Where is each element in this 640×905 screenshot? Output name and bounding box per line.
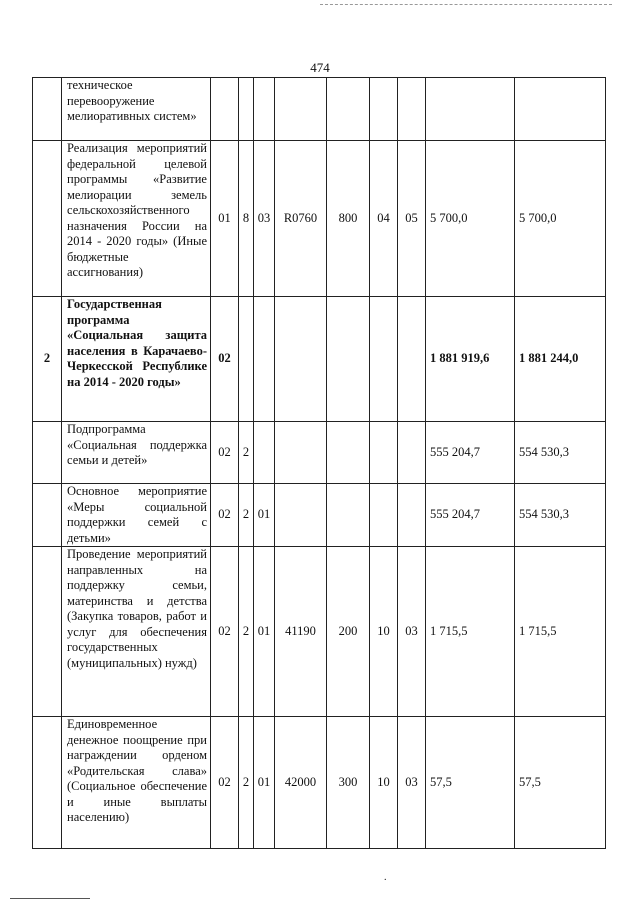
code-cell <box>327 422 370 484</box>
scan-dot: . <box>384 872 387 883</box>
code-cell: 800 <box>327 141 370 297</box>
amount-cell: 555 204,7 <box>426 484 515 547</box>
amount-cell: 1 715,5 <box>426 547 515 717</box>
code-cell <box>275 78 327 141</box>
code-cell <box>239 297 254 422</box>
page-number: 474 <box>310 60 330 75</box>
code-cell: 01 <box>211 141 239 297</box>
table-row <box>33 297 606 422</box>
code-cell: 02 <box>211 484 239 547</box>
code-cell <box>239 78 254 141</box>
table-row <box>33 141 606 297</box>
row-name: Основное мероприятие «Меры социальной поддержки семей с детьми» <box>62 484 211 547</box>
code-cell <box>211 78 239 141</box>
amount-cell: 57,5 <box>426 717 515 849</box>
code-cell: 2 <box>239 547 254 717</box>
code-cell: 02 <box>211 422 239 484</box>
code-cell <box>275 297 327 422</box>
code-cell: 03 <box>398 717 426 849</box>
row-number <box>33 141 62 297</box>
amount-cell: 554 530,3 <box>515 422 606 484</box>
code-cell <box>398 422 426 484</box>
row-name: Единовременное денежное поощрение при награждении орденом «Родительская слава» (Социальное обеспечение и иные выплаты населению) <box>62 717 211 849</box>
amount-cell: 5 700,0 <box>515 141 606 297</box>
code-cell: 2 <box>239 422 254 484</box>
top-scan-line <box>320 4 612 5</box>
row-number <box>33 547 62 717</box>
row-number <box>33 422 62 484</box>
row-name: Подпрограмма «Социальная поддержка семьи и детей» <box>62 422 211 484</box>
code-cell: 02 <box>211 717 239 849</box>
code-cell: R0760 <box>275 141 327 297</box>
amount-cell <box>515 78 606 141</box>
code-cell: 02 <box>211 547 239 717</box>
code-cell <box>254 78 275 141</box>
code-cell: 42000 <box>275 717 327 849</box>
amount-cell <box>426 78 515 141</box>
row-number <box>33 717 62 849</box>
code-cell: 05 <box>398 141 426 297</box>
code-cell: 03 <box>398 547 426 717</box>
code-cell <box>254 297 275 422</box>
code-cell <box>327 484 370 547</box>
row-name: техническое перевооружение мелиоративных систем» <box>62 78 211 141</box>
code-cell: 10 <box>370 717 398 849</box>
table-row <box>33 547 606 717</box>
code-cell <box>327 78 370 141</box>
code-cell <box>370 422 398 484</box>
code-cell: 01 <box>254 717 275 849</box>
code-cell: 8 <box>239 141 254 297</box>
code-cell: 2 <box>239 484 254 547</box>
amount-cell: 555 204,7 <box>426 422 515 484</box>
code-cell: 41190 <box>275 547 327 717</box>
table-row <box>33 422 606 484</box>
code-cell: 200 <box>327 547 370 717</box>
table-row <box>33 484 606 547</box>
row-number: 2 <box>33 297 62 422</box>
code-cell: 10 <box>370 547 398 717</box>
row-name: Реализация мероприятий федеральной целевой программы «Развитие мелиорации земель сельскохозяйственного назначения России на 2014 - 2020 годы» (Иные бюджетные ассигнования) <box>62 141 211 297</box>
code-cell: 2 <box>239 717 254 849</box>
code-cell: 02 <box>211 297 239 422</box>
amount-cell: 57,5 <box>515 717 606 849</box>
row-name: Проведение мероприятий направленных на поддержку семьи, материнства и детства (Закупка товаров, работ и услуг для обеспечения государственных (муниципальных) нужд) <box>62 547 211 717</box>
code-cell <box>398 484 426 547</box>
code-cell <box>275 422 327 484</box>
code-cell <box>370 484 398 547</box>
code-cell: 04 <box>370 141 398 297</box>
amount-cell: 554 530,3 <box>515 484 606 547</box>
code-cell <box>370 297 398 422</box>
code-cell <box>275 484 327 547</box>
code-cell: 300 <box>327 717 370 849</box>
amount-cell: 1 881 919,6 <box>426 297 515 422</box>
amount-cell: 1 881 244,0 <box>515 297 606 422</box>
bottom-scan-line <box>10 898 90 899</box>
code-cell <box>254 422 275 484</box>
table-row <box>33 717 606 849</box>
code-cell <box>398 297 426 422</box>
row-number <box>33 484 62 547</box>
code-cell: 03 <box>254 141 275 297</box>
amount-cell: 1 715,5 <box>515 547 606 717</box>
table-row <box>33 78 606 141</box>
code-cell <box>398 78 426 141</box>
budget-table <box>32 77 606 849</box>
code-cell <box>370 78 398 141</box>
row-name: Государственная программа «Социальная защита населения в Карачаево-Черкесской Республике на 2014 - 2020 годы» <box>62 297 211 422</box>
amount-cell: 5 700,0 <box>426 141 515 297</box>
code-cell: 01 <box>254 484 275 547</box>
row-number <box>33 78 62 141</box>
code-cell: 01 <box>254 547 275 717</box>
code-cell <box>327 297 370 422</box>
